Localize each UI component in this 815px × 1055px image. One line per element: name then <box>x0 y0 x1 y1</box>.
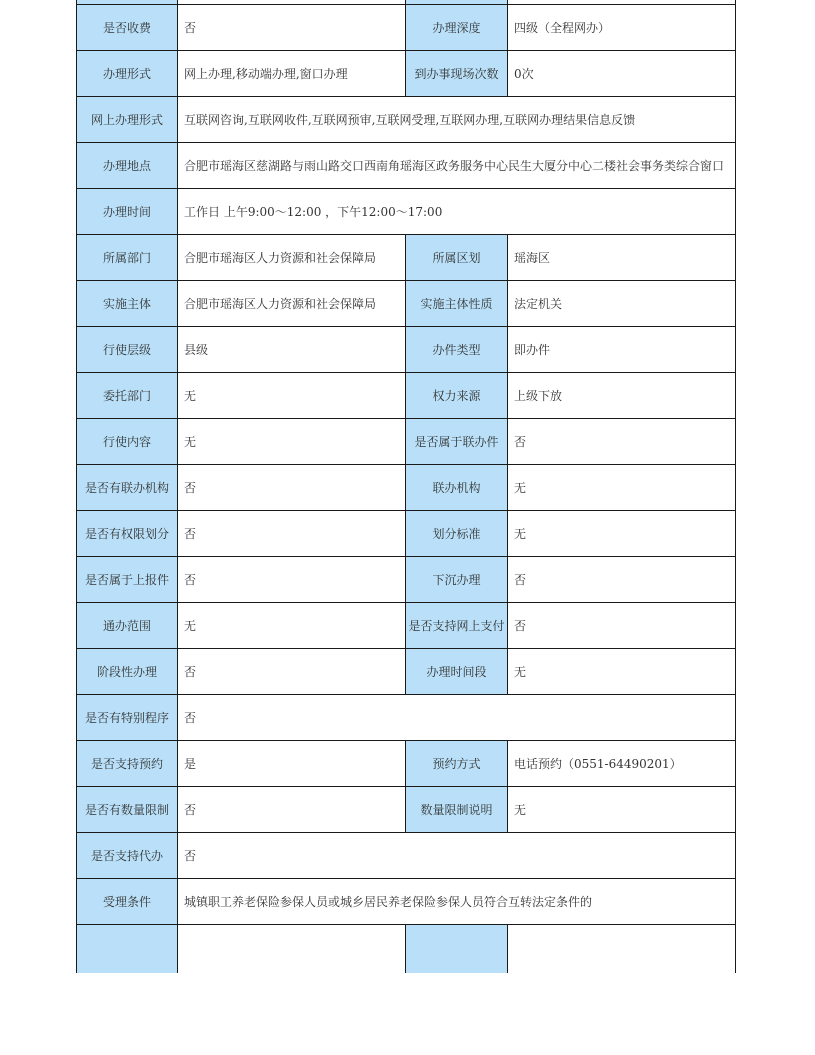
table-row <box>77 327 736 373</box>
field-value: 上级下放 <box>508 373 736 419</box>
service-info-table <box>76 0 736 973</box>
field-label: 行使内容 <box>77 419 178 465</box>
field-label: 数量限制说明 <box>406 787 508 833</box>
field-label: 是否有数量限制 <box>77 787 178 833</box>
field-label: 是否有联办机构 <box>77 465 178 511</box>
table-row <box>77 879 736 925</box>
field-label: 是否支持网上支付 <box>406 603 508 649</box>
field-label: 所属区划 <box>406 235 508 281</box>
table-row <box>77 5 736 51</box>
field-label: 委托部门 <box>77 373 178 419</box>
field-value: 无 <box>178 373 406 419</box>
field-value <box>178 925 406 974</box>
field-value: 无 <box>178 419 406 465</box>
table-row <box>77 373 736 419</box>
field-value: 合肥市瑶海区人力资源和社会保障局 <box>178 235 406 281</box>
field-value: 四级（全程网办） <box>508 5 736 51</box>
field-value: 否 <box>178 833 736 879</box>
field-value: 无 <box>508 649 736 695</box>
table-row <box>77 419 736 465</box>
table-row <box>77 557 736 603</box>
table-row <box>77 511 736 557</box>
field-value: 否 <box>508 419 736 465</box>
field-value: 否 <box>178 557 406 603</box>
field-label: 行使层级 <box>77 327 178 373</box>
field-label: 是否属于联办件 <box>406 419 508 465</box>
table-row <box>77 787 736 833</box>
field-value: 否 <box>178 465 406 511</box>
service-info-sheet <box>76 0 735 973</box>
field-label: 权力来源 <box>406 373 508 419</box>
field-label: 办理形式 <box>77 51 178 97</box>
field-value: 工作日 上午9:00～12:00 ，下午12:00～17:00 <box>178 189 736 235</box>
field-value: 电话预约（0551-64490201） <box>508 741 736 787</box>
table-row <box>77 281 736 327</box>
field-label: 是否收费 <box>77 5 178 51</box>
field-label: 划分标准 <box>406 511 508 557</box>
field-label <box>77 925 178 974</box>
field-value: 法定机关 <box>508 281 736 327</box>
table-row <box>77 189 736 235</box>
field-value: 否 <box>178 695 736 741</box>
table-row <box>77 143 736 189</box>
field-label: 是否支持预约 <box>77 741 178 787</box>
field-label: 是否支持代办 <box>77 833 178 879</box>
field-label: 办理深度 <box>406 5 508 51</box>
field-value: 城镇职工养老保险参保人员或城乡居民养老保险参保人员符合互转法定条件的 <box>178 879 736 925</box>
table-row <box>77 603 736 649</box>
table-row <box>77 465 736 511</box>
field-value <box>508 925 736 974</box>
table-row <box>77 741 736 787</box>
field-label: 是否有特别程序 <box>77 695 178 741</box>
field-label <box>406 925 508 974</box>
field-label: 实施主体性质 <box>406 281 508 327</box>
table-row <box>77 97 736 143</box>
field-label: 预约方式 <box>406 741 508 787</box>
field-value: 无 <box>508 465 736 511</box>
field-value: 无 <box>508 511 736 557</box>
field-label: 是否属于上报件 <box>77 557 178 603</box>
table-row <box>77 833 736 879</box>
field-value: 即办件 <box>508 327 736 373</box>
field-label: 是否有权限划分 <box>77 511 178 557</box>
field-value: 否 <box>508 603 736 649</box>
field-label: 下沉办理 <box>406 557 508 603</box>
field-label: 办理时间 <box>77 189 178 235</box>
table-row <box>77 235 736 281</box>
table-row <box>77 695 736 741</box>
field-value: 瑶海区 <box>508 235 736 281</box>
field-value: 无 <box>508 787 736 833</box>
field-value: 否 <box>508 557 736 603</box>
field-value: 网上办理,移动端办理,窗口办理 <box>178 51 406 97</box>
field-value: 是 <box>178 741 406 787</box>
table-row <box>77 51 736 97</box>
table-row <box>77 649 736 695</box>
field-label: 实施主体 <box>77 281 178 327</box>
field-label: 通办范围 <box>77 603 178 649</box>
field-value: 合肥市瑶海区人力资源和社会保障局 <box>178 281 406 327</box>
field-label: 阶段性办理 <box>77 649 178 695</box>
field-value: 否 <box>178 649 406 695</box>
field-label: 办件类型 <box>406 327 508 373</box>
field-label: 办理时间段 <box>406 649 508 695</box>
field-value: 合肥市瑶海区慈湖路与雨山路交口西南角瑶海区政务服务中心民生大厦分中心二楼社会事务类综合窗口 <box>178 143 736 189</box>
field-label: 联办机构 <box>406 465 508 511</box>
table-row <box>77 925 736 974</box>
field-value: 县级 <box>178 327 406 373</box>
field-label: 网上办理形式 <box>77 97 178 143</box>
field-label: 到办事现场次数 <box>406 51 508 97</box>
field-value: 否 <box>178 511 406 557</box>
field-value: 互联网咨询,互联网收件,互联网预审,互联网受理,互联网办理,互联网办理结果信息反馈 <box>178 97 736 143</box>
field-value: 0次 <box>508 51 736 97</box>
field-value: 否 <box>178 5 406 51</box>
field-label: 办理地点 <box>77 143 178 189</box>
field-label: 所属部门 <box>77 235 178 281</box>
field-label: 受理条件 <box>77 879 178 925</box>
field-value: 无 <box>178 603 406 649</box>
field-value: 否 <box>178 787 406 833</box>
